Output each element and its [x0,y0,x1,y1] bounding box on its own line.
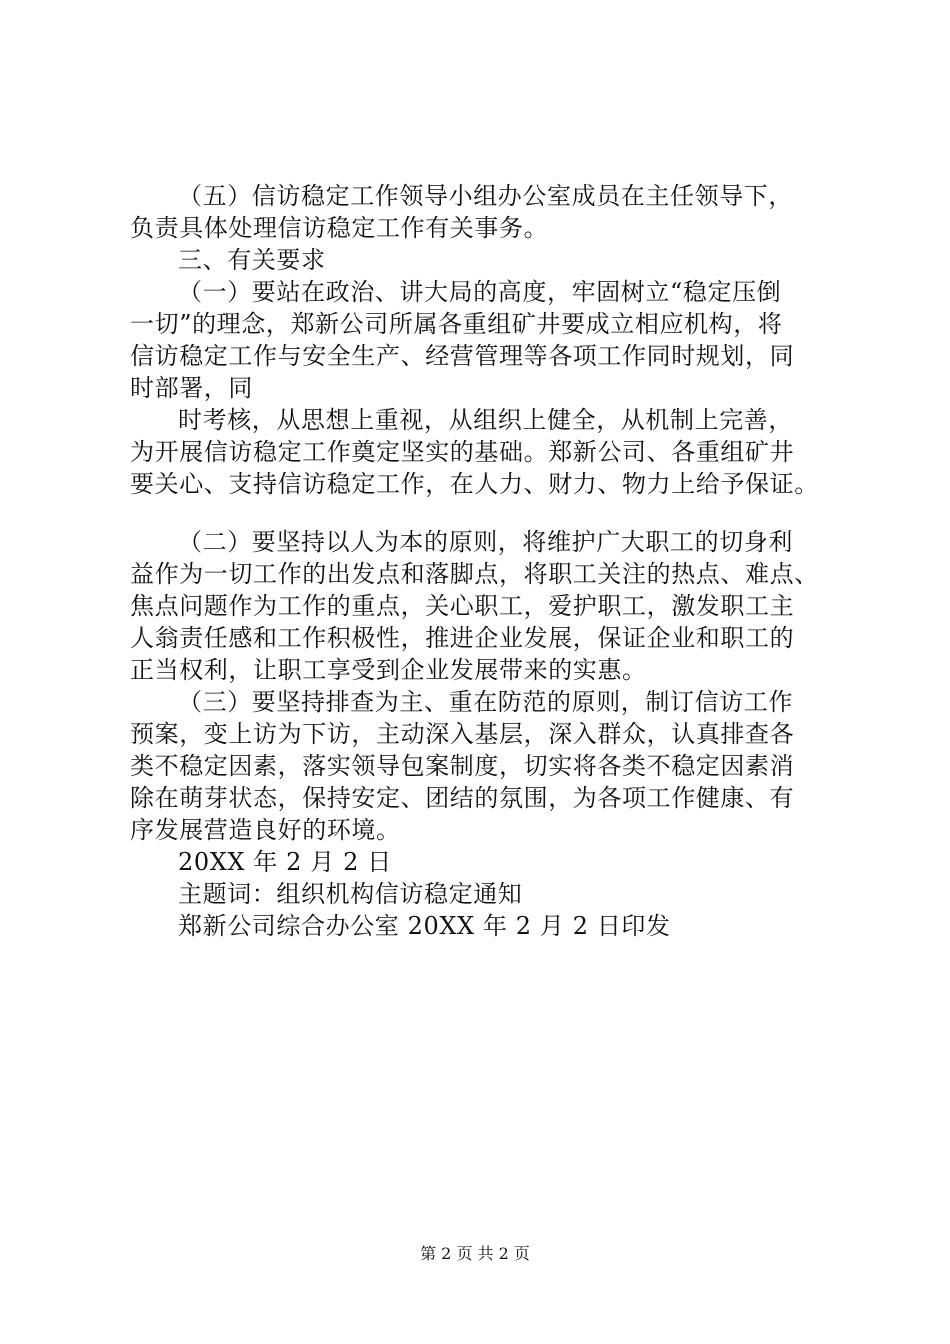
subject-keywords: 主题词：组织机构信访稳定通知 [178,880,523,908]
para-5-line-1: （五）信访稳定工作领导小组办公室成员在主任领导下， [178,182,793,210]
req-3-line-2: 预案，变上访为下访，主动深入基层，深入群众，认真排查各 [130,720,795,748]
req-1-line-4: 时部署，同 [130,374,253,402]
req-2-line-3: 焦点问题作为工作的重点，关心职工，爱护职工，激发职工主 [130,592,795,620]
req-1-line-5: 时考核，从思想上重视，从组织上健全，从机制上完善， [178,406,793,434]
para-5-line-2: 负责具体处理信访稳定工作有关事务。 [130,214,549,242]
req-1-line-6: 为开展信访稳定工作奠定坚实的基础。郑新公司、各重组矿井 [130,438,795,466]
req-2-line-1: （二）要坚持以人为本的原则，将维护广大职工的切身利 [178,528,793,556]
req-3-line-1: （三）要坚持排查为主、重在防范的原则，制订信访工作 [178,688,793,716]
req-2-line-5: 正当权利，让职工享受到企业发展带来的实惠。 [130,656,647,684]
section-heading-requirements: 三、有关要求 [178,246,326,274]
page-number-footer: 第 2 页 共 2 页 [420,1244,530,1263]
req-1-line-7: 要关心、支持信访稳定工作，在人力、财力、物力上给予保证。 [130,470,819,498]
req-1-line-3: 信访稳定工作与安全生产、经营管理等各项工作同时规划，同 [130,342,795,370]
req-3-line-5: 序发展营造良好的环境。 [130,816,401,844]
req-2-line-2: 益作为一切工作的出发点和落脚点，将职工关注的热点、难点、 [130,560,819,588]
issue-date: 20XX 年 2 月 2 日 [178,848,392,876]
req-3-line-4: 除在萌芽状态，保持安定、团结的氛围，为各项工作健康、有 [130,784,795,812]
issuer-line: 郑新公司综合办公室 20XX 年 2 月 2 日印发 [178,912,671,940]
req-1-line-2: 一切”的理念，郑新公司所属各重组矿井要成立相应机构，将 [130,310,783,338]
req-3-line-3: 类不稳定因素，落实领导包案制度，切实将各类不稳定因素消 [130,752,795,780]
req-1-line-1: （一）要站在政治、讲大局的高度，牢固树立“稳定压倒 [178,278,782,306]
req-2-line-4: 人翁责任感和工作积极性，推进企业发展，保证企业和职工的 [130,624,795,652]
